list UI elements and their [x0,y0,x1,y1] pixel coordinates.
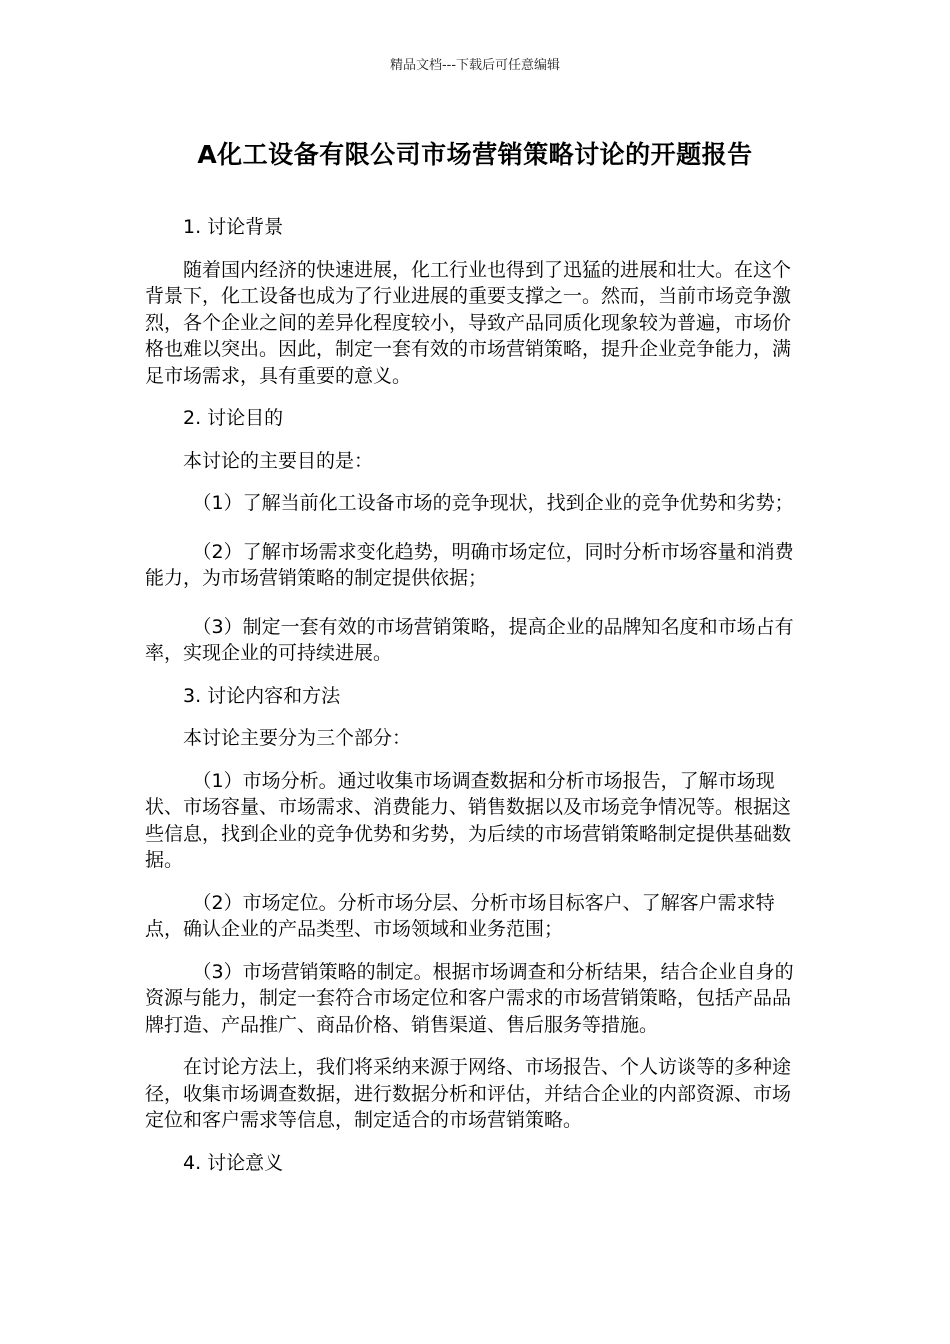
section-heading-significance: 4. 讨论意义 [183,1151,284,1174]
document-body [145,214,807,1192]
content-intro: 本讨论主要分为三个部分： [183,727,412,749]
purpose-item-3: （3）制定一套有效的市场营销策略，提高企业的品牌知名度和市场占有率，实现企业的可持续进展。 [145,615,794,664]
section-heading-background: 1. 讨论背景 [183,216,284,238]
content-item-1: （1）市场分析。通过收集市场调查数据和分析市场报告，了解市场现状、市场容量、市场需求、消费能力、销售数据以及市场竞争情况等。根据这些信息，找到企业的竞争优势和劣势，为后续的市场营销策略制定提供基础数据。 [145,769,792,871]
content-item-3: （3）市场营销策略的制定。根据市场调查和分析结果，结合企业自身的资源与能力，制定一套符合市场定位和客户需求的市场营销策略，包括产品品牌打造、产品推广、商品价格、销售渠道、售后服务等措施。 [145,960,794,1036]
content-item-2: （2）市场定位。分析市场分层、分析市场目标客户、了解客户需求特点，确认企业的产品类型、市场领域和业务范围； [145,891,775,940]
document-title: A化工设备有限公司市场营销策略讨论的开题报告 [197,140,753,169]
purpose-item-2: （2）了解市场需求变化趋势，明确市场定位，同时分析市场容量和消费能力，为市场营销策略的制定提供依据； [145,540,794,589]
purpose-intro: 本讨论的主要目的是： [183,449,374,472]
content-method-paragraph: 在讨论方法上，我们将采纳来源于网络、市场报告、个人访谈等的多种途径，收集市场调查数据，进行数据分析和评估，并结合企业的内部资源、市场定位和客户需求等信息，制定适合的市场营销策略。 [145,1056,792,1131]
section-heading-purpose: 2. 讨论目的 [183,407,284,429]
background-paragraph: 随着国内经济的快速进展，化工行业也得到了迅猛的进展和壮大。在这个背景下，化工设备也成为了行业进展的重要支撑之一。然而，当前市场竞争激烈，各个企业之间的差异化程度较小，导致产品同质化现象较为普遍，市场价格也难以突出。因此，制定一套有效的市场营销策略，提升企业竞争能力，满足市场需求，具有重要的意义。 [145,258,792,387]
section-heading-content: 3. 讨论内容和方法 [183,684,341,707]
header-note: 精品文档---下载后可任意编辑 [389,58,561,73]
purpose-item-1: （1）了解当前化工设备市场的竞争现状，找到企业的竞争优势和劣势； [192,492,794,514]
